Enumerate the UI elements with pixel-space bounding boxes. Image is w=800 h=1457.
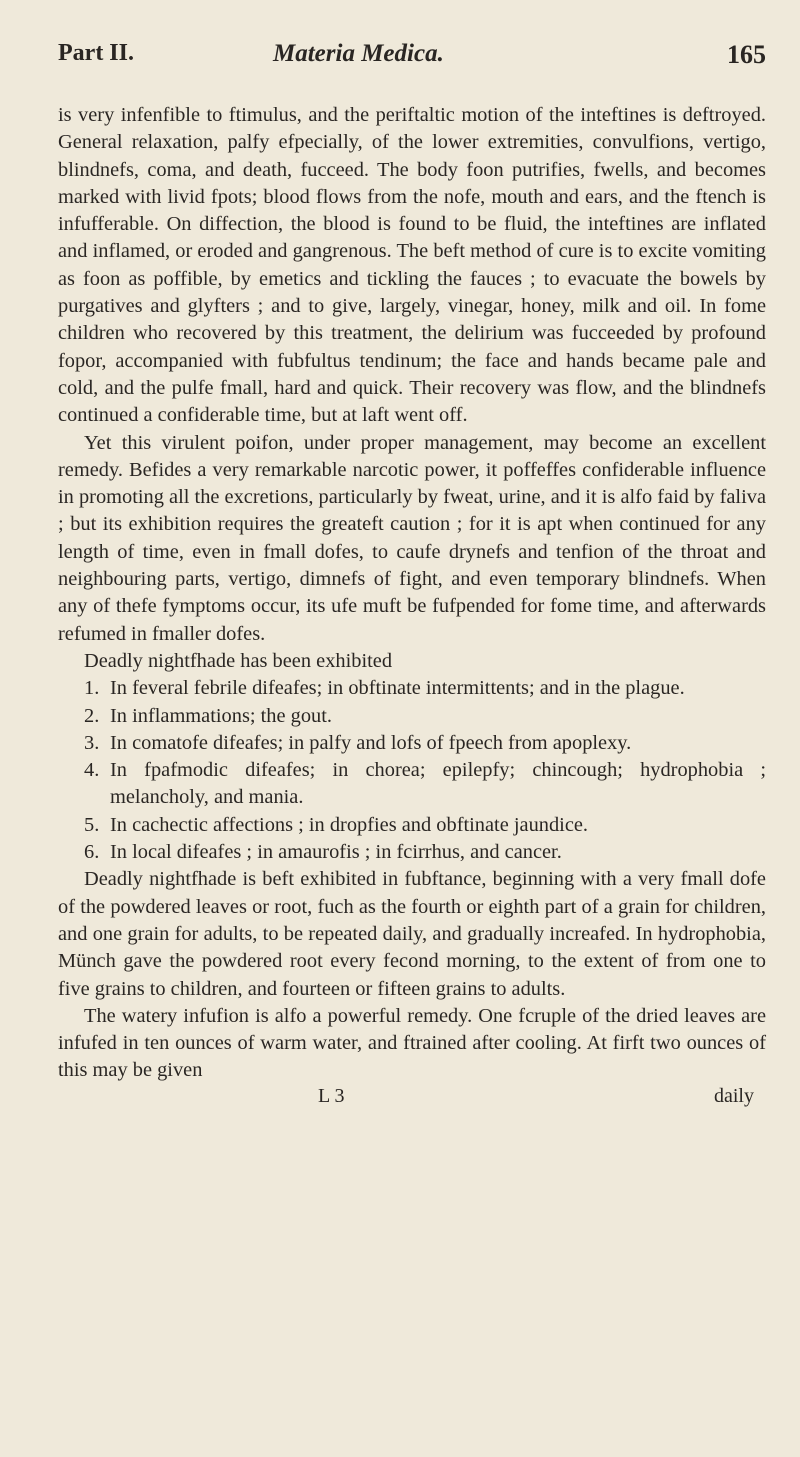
paragraph-remedy: Yet this virulent poifon, under proper management, may become an excellent remedy. Befides a very remarkable narcotic power, it poffeffes confiderable influence in promoting all the excretions, particularly by fweat, urine, and it is alfo faid by faliva ; but its exhibition requires the greateft caution ; for it is apt when continued for any length of time, even in fmall dofes, to caufe drynefs and tenfion of the throat and neighbouring parts, vertigo, dimnefs of fight, and even temporary blindnefs. When any of thefe fymptoms occur, its ufe muft be fufpended for fome time, and afterwards refumed in fmaller dofes. [58,431,766,645]
body-text [58,102,766,1085]
running-title: Materia Medica. [273,40,444,67]
list-text: In cachectic affections ; in dropfies and obftinate jaundice. [110,813,589,836]
page-number: 165 [727,40,766,69]
list-text: In fpafmodic difeafes; in chorea; epilepfy; chincough; hydrophobia ; melancholy, and mania. [110,759,766,809]
indications-list [58,675,766,866]
part-label: Part II. [58,40,134,66]
list-item [58,675,766,702]
list-text: In comatofe difeafes; in palfy and lofs of fpeech from apoplexy. [110,731,632,754]
list-item [58,812,766,839]
paragraph-continuation: is very infenfible to ftimulus, and the periftaltic motion of the inteftines is deftroyed. General relaxation, palfy efpecially, of the lower extremities, convulfions, vertigo, blindnefs, coma, and death, fucceed. The body foon putrifies, fwells, and becomes marked with livid fpots; blood flows from the nofe, mouth and ears, and the ftench is infufferable. On diffection, the blood is found to be fluid, the inteftines are inflated and inflamed, or eroded and gangrenous. The beft method of cure is to excite vomiting as foon as poffible, by emetics and tickling the fauces ; to evacuate the bowels by purgatives and glyfters ; and to give, largely, vinegar, honey, milk and oil. In fome children who recovered by this treatment, the delirium was fucceeded by profound fopor, accompanied with fubfultus tendinum; the face and hands became pale and cold, and the pulfe fmall, hard and quick. Their recovery was flow, and the blindnefs continued a confiderable time, but at laft went off. [58,104,766,427]
list-text: In feveral febrile difeafes; in obftinate intermittents; and in the plague. [110,677,685,700]
paragraph-dosage: Deadly nightfhade is beft exhibited in fubftance, beginning with a very fmall dofe of the powdered leaves or root, fuch as the fourth or eighth part of a grain for children, and one grain for adults, to be repeated daily, and gradually increafed. In hydrophobia, Münch gave the powdered root every fecond morning, to the extent of from one to five grains to children, and fourteen or fifteen grains to adults. [58,868,766,1000]
list-item [58,839,766,866]
list-item [58,703,766,730]
list-number: 6. [84,841,100,864]
page-footer [58,1085,766,1112]
list-number: 4. [84,759,100,782]
paragraph-infusion: The watery infufion is alfo a powerful remedy. One fcruple of the dried leaves are infufed in ten ounces of warm water, and ftrained after cooling. At firft two ounces of this may be given [58,1004,766,1082]
list-text: In inflammations; the gout. [110,704,332,727]
list-number: 1. [84,677,100,700]
running-head [58,40,766,102]
list-item [58,730,766,757]
list-number: 2. [84,704,100,727]
list-number: 3. [84,731,100,754]
list-item [58,757,766,812]
list-number: 5. [84,813,100,836]
list-text: In local difeafes ; in amaurofis ; in fcirrhus, and cancer. [110,841,562,864]
paragraph-exhibited-intro: Deadly nightfhade has been exhibited [84,649,393,672]
catchword: daily [714,1084,754,1107]
signature-mark: L 3 [318,1084,345,1107]
